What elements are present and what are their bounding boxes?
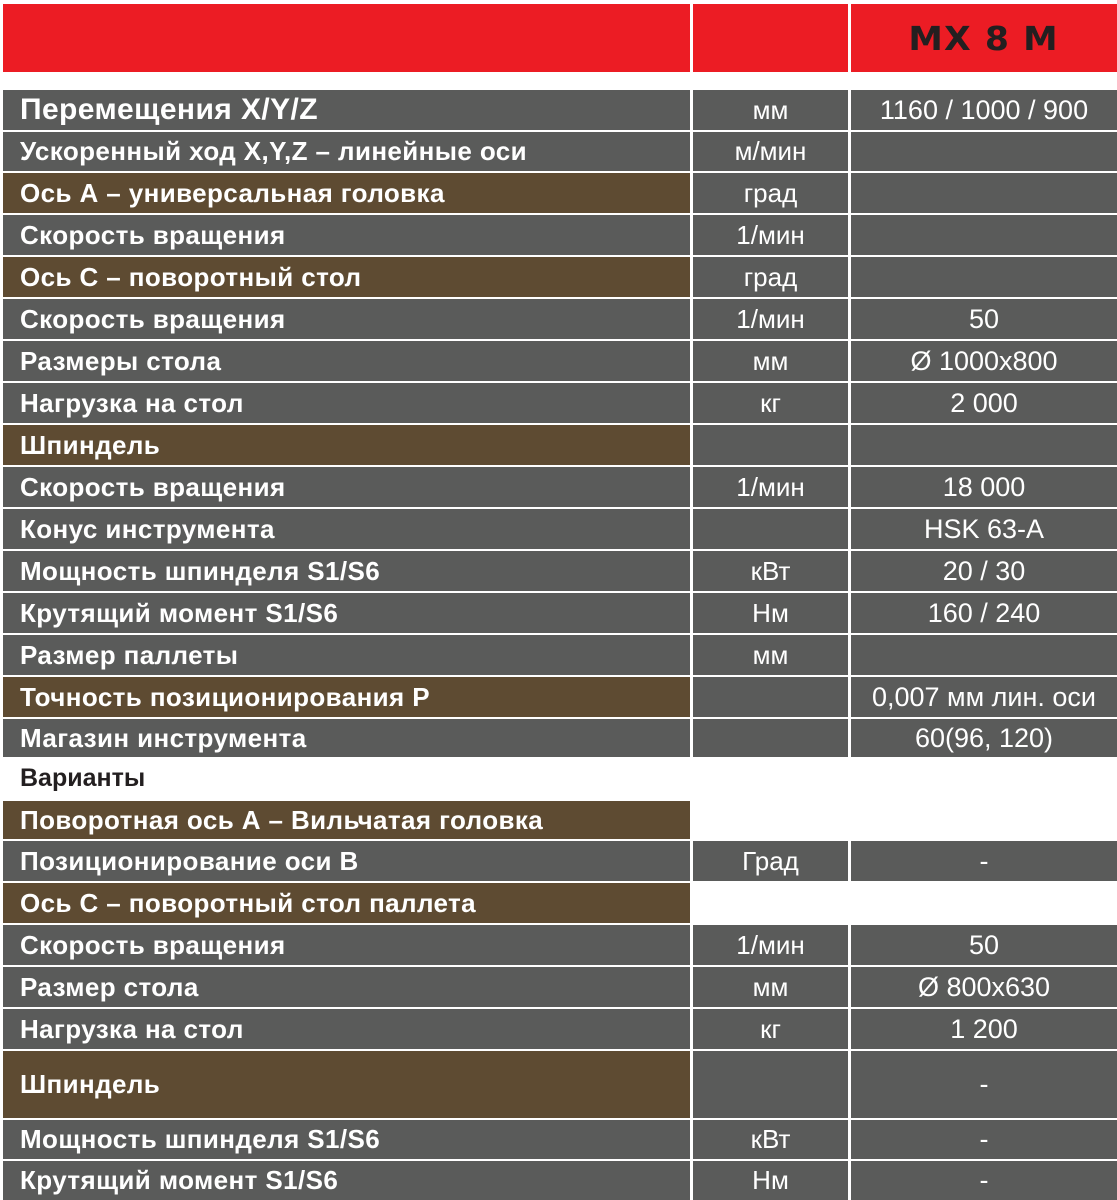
row-name: Магазин инструмента: [3, 719, 690, 757]
row-name: Шпиндель: [3, 425, 690, 465]
table-header: [0, 0, 1117, 76]
table-row: [0, 883, 1117, 923]
row-value: 2 000: [851, 383, 1117, 423]
row-value: -: [851, 1120, 1117, 1159]
row-unit: [693, 509, 848, 549]
row-value: -: [851, 1161, 1117, 1200]
table-row: [0, 1009, 1117, 1049]
row-unit: мм: [693, 90, 848, 130]
row-value: [851, 635, 1117, 675]
table-row: [0, 341, 1117, 381]
header-cell-model: [851, 4, 1117, 72]
row-name: Размер паллеты: [3, 635, 690, 675]
row-name: Скорость вращения: [3, 925, 690, 965]
row-value: 50: [851, 925, 1117, 965]
table-row: [0, 841, 1117, 881]
table-row: [0, 215, 1117, 255]
table-row: [0, 132, 1117, 171]
row-unit: 1/мин: [693, 215, 848, 255]
row-unit: кг: [693, 383, 848, 423]
row-unit: кг: [693, 1009, 848, 1049]
table-row: [0, 1120, 1117, 1159]
row-value: 1160 / 1000 / 900: [851, 90, 1117, 130]
row-unit: 1/мин: [693, 299, 848, 339]
row-value: 50: [851, 299, 1117, 339]
row-value: 160 / 240: [851, 593, 1117, 633]
table-row: [0, 299, 1117, 339]
header-cell-name: [3, 4, 690, 72]
table-row: [0, 1051, 1117, 1118]
row-unit: мм: [693, 635, 848, 675]
row-unit: [693, 425, 848, 465]
table-row: [0, 635, 1117, 675]
table-row: [0, 509, 1117, 549]
row-name: Ось С – поворотный стол паллета: [3, 883, 690, 923]
row-value: 60(96, 120): [851, 719, 1117, 757]
row-value: -: [851, 1051, 1117, 1118]
row-value: [851, 132, 1117, 171]
table-row: [0, 257, 1117, 297]
row-value: [851, 425, 1117, 465]
row-unit: 1/мин: [693, 925, 848, 965]
row-value: Ø 1000x800: [851, 341, 1117, 381]
row-value: 20 / 30: [851, 551, 1117, 591]
table-row: [0, 719, 1117, 757]
row-unit: Нм: [693, 593, 848, 633]
row-name: Размер стола: [3, 967, 690, 1007]
row-value: [851, 883, 1117, 923]
table-row: [0, 593, 1117, 633]
row-unit: мм: [693, 967, 848, 1007]
row-value: -: [851, 841, 1117, 881]
row-unit: Град: [693, 841, 848, 881]
table-row: [0, 425, 1117, 465]
row-name: Точность позиционирования P: [3, 677, 690, 717]
table-row: [0, 467, 1117, 507]
table-row: [0, 1161, 1117, 1200]
row-name: Мощность шпинделя S1/S6: [3, 551, 690, 591]
row-value: 1 200: [851, 1009, 1117, 1049]
row-unit: м/мин: [693, 132, 848, 171]
row-name: Крутящий момент S1/S6: [3, 593, 690, 633]
row-name: Скорость вращения: [3, 299, 690, 339]
row-name: Ускоренный ход X,Y,Z – линейные оси: [3, 132, 690, 171]
header-cell-unit: [693, 4, 848, 72]
row-name: Позиционирование оси B: [3, 841, 690, 881]
row-unit: кВт: [693, 551, 848, 591]
table-row: [0, 801, 1117, 839]
row-unit: [693, 883, 848, 923]
row-value: Ø 800x630: [851, 967, 1117, 1007]
table-row: [0, 967, 1117, 1007]
table-row: [0, 677, 1117, 717]
row-name: Крутящий момент S1/S6: [3, 1161, 690, 1200]
row-unit: кВт: [693, 1120, 848, 1159]
row-unit: [693, 677, 848, 717]
row-name: Скорость вращения: [3, 467, 690, 507]
table-row: [0, 383, 1117, 423]
row-value: [851, 215, 1117, 255]
row-unit: град: [693, 257, 848, 297]
row-value: 18 000: [851, 467, 1117, 507]
table-row: [0, 173, 1117, 213]
table-row: [0, 925, 1117, 965]
row-unit: Нм: [693, 1161, 848, 1200]
row-name: Скорость вращения: [3, 215, 690, 255]
table-row: [0, 90, 1117, 130]
model-title: MX 8 M: [908, 18, 1060, 58]
row-name: Мощность шпинделя S1/S6: [3, 1120, 690, 1159]
row-name: Нагрузка на стол: [3, 1009, 690, 1049]
row-unit: мм: [693, 341, 848, 381]
row-name: Конус инструмента: [3, 509, 690, 549]
variants-title: Варианты: [20, 763, 146, 792]
row-name: Нагрузка на стол: [3, 383, 690, 423]
row-unit: [693, 1051, 848, 1118]
row-name: Ось С – поворотный стол: [3, 257, 690, 297]
row-value: HSK 63-A: [851, 509, 1117, 549]
row-name: Шпиндель: [3, 1051, 690, 1118]
row-value: 0,007 мм лин. оси: [851, 677, 1117, 717]
row-value: [851, 257, 1117, 297]
row-name: Размеры стола: [3, 341, 690, 381]
row-unit: 1/мин: [693, 467, 848, 507]
row-value: [851, 173, 1117, 213]
row-value: [851, 801, 1117, 839]
row-name: Поворотная ось А – Вильчатая головка: [3, 801, 690, 839]
table-row: [0, 551, 1117, 591]
row-unit: [693, 801, 848, 839]
row-name: Перемещения X/Y/Z: [3, 90, 690, 130]
row-unit: [693, 719, 848, 757]
row-unit: град: [693, 173, 848, 213]
row-name: Ось А – универсальная головка: [3, 173, 690, 213]
